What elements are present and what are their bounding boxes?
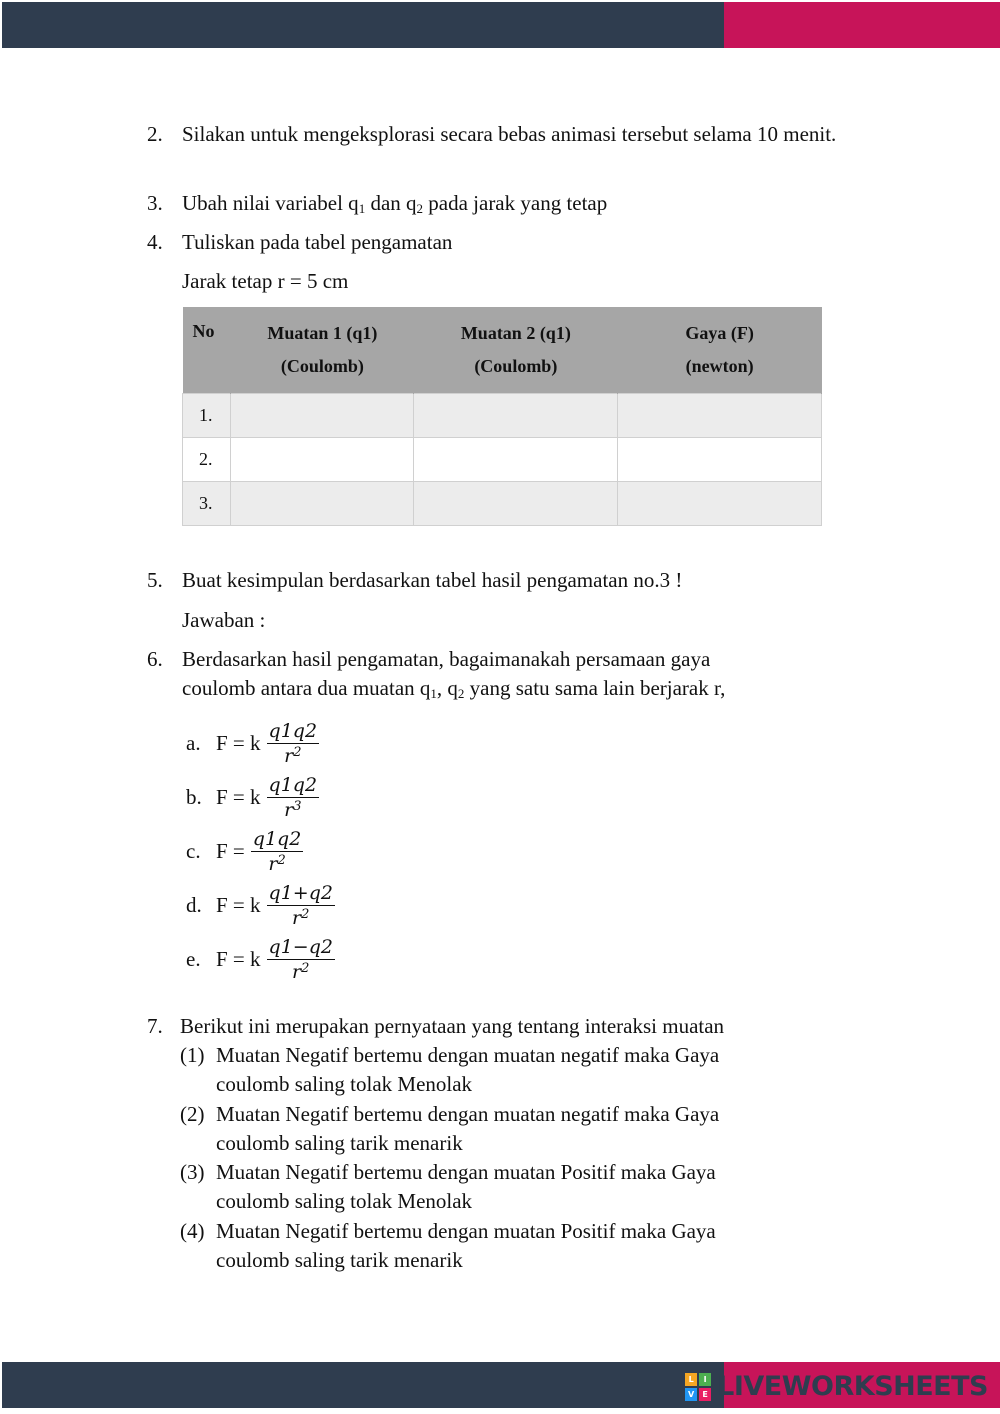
item-number: 7. xyxy=(147,1014,163,1038)
option-c[interactable]: c. F = $\frac{q1q2}{r^2}$ xyxy=(186,827,302,875)
cell-charge-2[interactable] xyxy=(414,438,618,482)
table-row xyxy=(183,394,822,438)
observation-table xyxy=(182,307,822,526)
cell-charge-2[interactable] xyxy=(414,482,618,526)
header-charge-1: Muatan 1 (q1) (Coulomb) xyxy=(231,307,414,394)
option-e[interactable]: e. F = k $\frac{q1-q2}{r^2}$ xyxy=(186,935,333,983)
header-force: Gaya (F) (newton) xyxy=(618,307,822,394)
item-text: Buat kesimpulan berdasarkan tabel hasil pengamatan no.3 ! xyxy=(182,568,683,592)
row-number: 1. xyxy=(183,394,231,438)
row-number: 3. xyxy=(183,482,231,526)
item-text: Ubah nilai variabel $q_1$ dan $q_2$ pada jarak yang tetap xyxy=(182,191,608,216)
item-number: 2. xyxy=(147,122,163,146)
table-row xyxy=(183,438,822,482)
answer-label: Jawaban : xyxy=(182,608,266,632)
item-text: Berikut ini merupakan pernyataan yang tentang interaksi muatan xyxy=(180,1014,725,1038)
cell-charge-1[interactable] xyxy=(231,482,414,526)
item-number: 5. xyxy=(147,568,163,592)
formula-fraction: $\frac{q1q2}{r^2}$ xyxy=(268,719,318,767)
item-number: 6. xyxy=(147,647,163,671)
option-a[interactable]: a. F = k $\frac{q1q2}{r^2}$ xyxy=(186,719,318,767)
item-number: 4. xyxy=(147,230,163,254)
top-banner xyxy=(0,2,1000,50)
cell-charge-1[interactable] xyxy=(231,438,414,482)
option-b[interactable]: b. F = k $\frac{q1q2}{r^3}$ xyxy=(186,773,318,821)
cell-charge-1[interactable] xyxy=(231,394,414,438)
top-banner-accent xyxy=(724,2,1000,48)
item-text: Silakan untuk mengeksplorasi secara bebas animasi tersebut selama 10 menit. xyxy=(182,122,837,146)
bottom-banner-dark xyxy=(2,1362,724,1408)
fixed-distance-label: Jarak tetap r = 5 cm xyxy=(182,269,349,293)
row-number: 2. xyxy=(183,438,231,482)
item-text: Tuliskan pada tabel pengamatan xyxy=(182,230,453,254)
top-banner-dark xyxy=(2,2,724,48)
bottom-banner xyxy=(0,1362,1000,1410)
header-no: No xyxy=(183,307,231,394)
table-header-row xyxy=(183,307,822,394)
formula-fraction: $\frac{q1q2}{r^3}$ xyxy=(268,773,318,821)
table-row xyxy=(183,482,822,526)
cell-charge-2[interactable] xyxy=(414,394,618,438)
item-text: Berdasarkan hasil pengamatan, bagaimanakah persamaan gaya coulomb antara dua muatan $q_1$, $q_2$ yang satu sama lain berjarak r, xyxy=(182,647,726,701)
cell-force[interactable] xyxy=(618,394,822,438)
cell-force[interactable] xyxy=(618,438,822,482)
brand-name: LIVEWORKSHEETS xyxy=(717,1371,988,1402)
liveworksheets-logo-icon: L I V E xyxy=(685,1373,711,1401)
formula-fraction: $\frac{q1+q2}{r^2}$ xyxy=(268,881,333,929)
liveworksheets-brand[interactable] xyxy=(685,1372,988,1402)
formula-fraction: $\frac{q1q2}{r^2}$ xyxy=(252,827,302,875)
item-number: 3. xyxy=(147,191,163,215)
formula-fraction: $\frac{q1-q2}{r^2}$ xyxy=(268,935,333,983)
cell-force[interactable] xyxy=(618,482,822,526)
header-charge-2: Muatan 2 (q1) (Coulomb) xyxy=(414,307,618,394)
option-d[interactable]: d. F = k $\frac{q1+q2}{r^2}$ xyxy=(186,881,333,929)
